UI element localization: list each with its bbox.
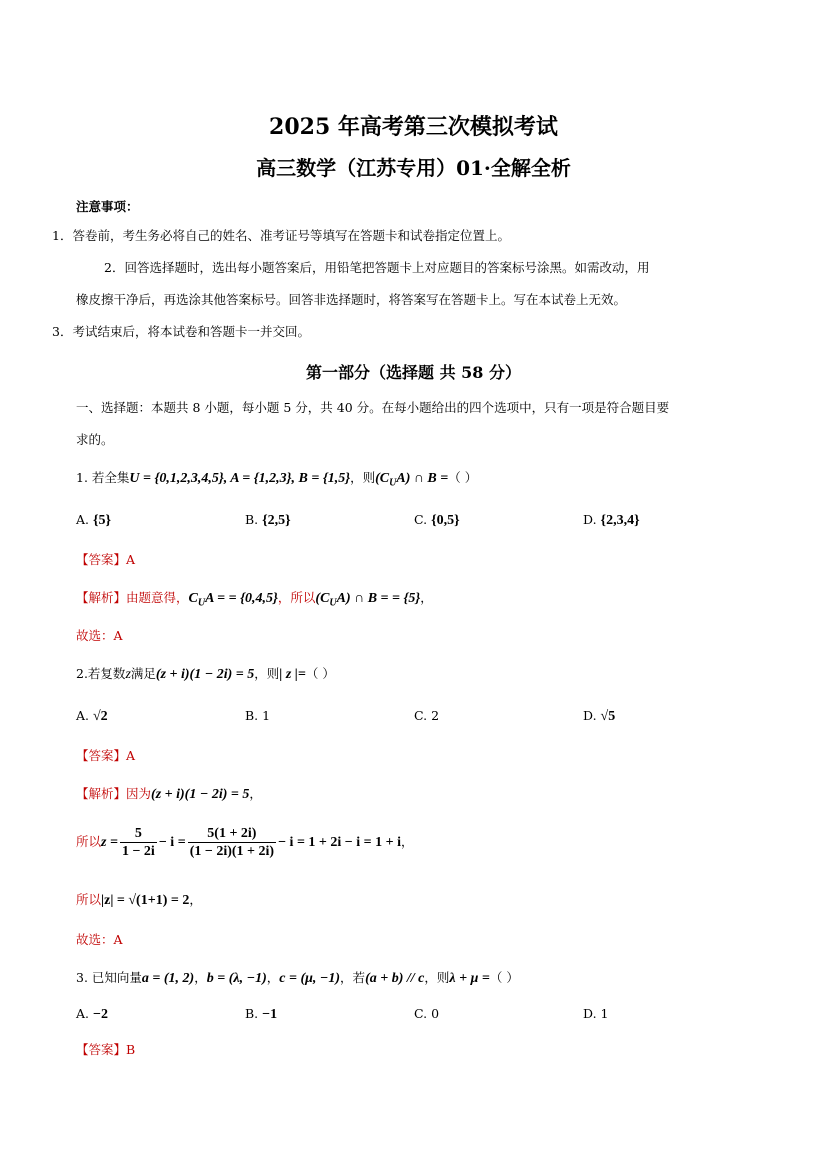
q3-answer-value: B	[126, 1042, 136, 1057]
q1-option-c	[414, 512, 460, 529]
q1-mid: ，则	[350, 470, 376, 485]
q2-therefore-2: 所以	[76, 892, 102, 907]
q2-minus-i: − i =	[158, 835, 186, 850]
answer-label: 【答案】	[76, 748, 127, 763]
q3-option-b-value: −1	[262, 1007, 278, 1022]
q3-answer	[76, 1040, 135, 1060]
q2-option-b-label: B.	[245, 708, 259, 723]
q2-fraction-2	[188, 825, 276, 860]
q2-choose-value: A	[113, 932, 123, 947]
q1-expr2: A) ∩ B =	[396, 471, 449, 486]
q2-fraction-2-num: 5(1 + 2i)	[188, 825, 276, 843]
q1-option-b	[245, 512, 291, 529]
q2-because: 因为	[126, 786, 152, 801]
q1-analysis-expr2: (C	[315, 591, 330, 606]
q2-option-d-value: √5	[600, 709, 616, 724]
q3-vector-a: a = (1, 2)	[141, 971, 195, 986]
q1-analysis-expr2-rest: A) ∩ B = = {5}	[336, 591, 421, 606]
q1-analysis-expr2-sub: U	[329, 597, 337, 609]
q2-solution	[76, 822, 414, 863]
q2-fraction-1-num: 5	[120, 825, 157, 843]
q2-option-c-value: 2	[431, 708, 440, 723]
section-intro-line1: 一、选择题：本题共 8 小题，每小题 5 分，共 40 分。在每小题给出的四个选项中，只有一项是符合题目要	[76, 400, 670, 415]
q2-fraction-1	[120, 825, 157, 860]
q1-analysis-end: ，	[420, 590, 433, 605]
section-title: 第一部分（选择题 共 58 分）	[306, 363, 521, 382]
q2-then: ，则	[254, 666, 280, 681]
q1-paren: （ ）	[448, 470, 478, 485]
q3-option-d	[583, 1006, 609, 1021]
answer-label: 【答案】	[76, 1042, 127, 1057]
q2-option-b-value: 1	[262, 708, 271, 723]
analysis-label: 【解析】	[76, 786, 127, 801]
q1-prefix: 1. 若全集	[76, 470, 130, 485]
analysis-label: 【解析】	[76, 590, 127, 605]
q2-fraction-2-den: (1 − 2i)(1 + 2i)	[189, 844, 275, 859]
q1-analysis-text: 由题意得，	[126, 590, 189, 605]
q2-analysis	[76, 784, 262, 805]
q1-option-d-value: {2,3,4}	[600, 513, 640, 528]
q3-option-a-label: A.	[76, 1006, 90, 1021]
q2-z-eq: z =	[101, 835, 118, 850]
q1-option-c-value: {0,5}	[431, 513, 460, 528]
q3-option-d-label: D.	[583, 1006, 597, 1021]
q2-choose	[76, 930, 123, 950]
q2-z: z	[125, 667, 131, 682]
q3-then: ，则	[424, 970, 450, 985]
q1-analysis-expr1: C	[188, 591, 198, 606]
q2-option-d-label: D.	[583, 708, 597, 723]
q1-set-u: U = {0,1,2,3,4,5}	[129, 471, 224, 486]
q2-option-a-label: A.	[76, 708, 90, 723]
choose-label: 故选：	[76, 932, 114, 947]
q1-option-d	[583, 512, 640, 529]
q1-option-a-value: {5}	[93, 513, 112, 528]
q1-analysis-expr1-sub: U	[197, 597, 206, 609]
q3-option-c-label: C.	[414, 1006, 428, 1021]
q3-vector-b: b = (λ, −1)	[206, 971, 267, 986]
q3-option-b	[245, 1006, 277, 1023]
q1-option-b-value: {2,5}	[262, 513, 291, 528]
q2-prefix: 2.若复数	[76, 666, 126, 681]
q2-therefore: 所以	[76, 834, 102, 849]
q1-expr-sub: U	[389, 477, 397, 489]
q2-analysis-equation: (z + i)(1 − 2i) = 5	[151, 787, 250, 802]
q3-condition: (a + b) // c	[365, 971, 425, 986]
q3-paren: （ ）	[489, 970, 519, 985]
q2-comma: ，	[249, 786, 262, 801]
q3-option-a-value: −2	[93, 1007, 108, 1022]
q1-analysis-therefore: 所以	[290, 590, 316, 605]
note-item-1: 1．答卷前，考生务必将自己的姓名、准考证号等填写在答题卡和试卷指定位置上。	[52, 228, 510, 243]
q1-expr: (C	[375, 471, 390, 486]
q3-option-a	[76, 1006, 108, 1023]
q1-choose	[76, 626, 123, 646]
q3-expr: λ + μ =	[449, 971, 490, 986]
q3-cond-pre: ，若	[340, 970, 366, 985]
q2-option-a	[76, 708, 108, 725]
q2-abs: | z |=	[279, 667, 306, 682]
exam-subtitle: 高三数学（江苏专用）01·全解全析	[256, 156, 571, 180]
q1-option-b-label: B.	[245, 512, 259, 527]
q3-option-c-value: 0	[431, 1006, 440, 1021]
q2-rest: − i = 1 + 2i − i = 1 + i	[278, 835, 402, 850]
q1-option-a	[76, 512, 111, 529]
q3-option-b-label: B.	[245, 1006, 259, 1021]
section-intro-line2: 求的。	[76, 432, 114, 447]
question-1	[76, 468, 477, 494]
q2-option-b	[245, 708, 270, 723]
note-item-2-line2: 橡皮擦干净后，再选涂其他答案标号。回答非选择题时，将答案写在答题卡上。写在本试卷上无效。	[76, 292, 627, 307]
q3-option-c	[414, 1006, 439, 1021]
question-2	[76, 664, 335, 685]
q2-option-d	[583, 708, 615, 725]
q1-choose-value: A	[113, 628, 123, 643]
exam-title: 2025 年高考第三次模拟考试	[269, 114, 558, 140]
q2-option-c-label: C.	[414, 708, 428, 723]
notes-heading: 注意事项：	[76, 199, 139, 214]
q2-answer	[76, 746, 135, 766]
q1-answer	[76, 550, 135, 570]
q2-paren: （ ）	[305, 666, 335, 681]
question-3: 3. 已知向量a = (1, 2)，b = (λ, −1)，c = (μ, −1)，若(a + b) // c，则λ + μ =（ ）	[76, 970, 519, 986]
q2-comma: ，	[401, 834, 414, 849]
q2-fraction-1-den: 1 − 2i	[121, 844, 155, 859]
q1-option-c-label: C.	[414, 512, 428, 527]
q2-option-c	[414, 708, 439, 723]
q1-option-a-label: A.	[76, 512, 90, 527]
note-item-2-line1: 2．回答选择题时，选出每小题答案后，用铅笔把答题卡上对应题目的答案标号涂黑。如需改动，用	[104, 260, 650, 275]
q2-option-a-value: √2	[93, 709, 108, 724]
q2-comma: ，	[189, 892, 202, 907]
q2-abs-line	[76, 890, 202, 911]
q3-prefix: 3. 已知向量	[76, 970, 142, 985]
q1-analysis: 【解析】由题意得，$C_UA$ = = {0,4,5}，所以$(C_UA)$ ∩ B = = {5}，	[76, 590, 433, 609]
q1-set-b: , B = {1,5}	[291, 471, 351, 486]
q2-abs-result: |z| = √(1+1) = 2	[101, 893, 190, 908]
q1-set-a: , A = {1,2,3}	[223, 471, 292, 486]
q1-option-d-label: D.	[583, 512, 597, 527]
q3-vector-c: c = (μ, −1)	[279, 971, 341, 986]
answer-label: 【答案】	[76, 552, 127, 567]
q2-answer-value: A	[126, 748, 136, 763]
q1-analysis-expr1-rest: A = = {0,4,5}	[205, 591, 278, 606]
q2-satisfy: 满足	[130, 666, 156, 681]
note-item-3: 3．考试结束后，将本试卷和答题卡一并交回。	[52, 324, 310, 339]
q1-answer-value: A	[126, 552, 136, 567]
q3-option-d-value: 1	[600, 1006, 609, 1021]
q2-equation: (z + i)(1 − 2i) = 5	[155, 667, 255, 682]
choose-label: 故选：	[76, 628, 114, 643]
